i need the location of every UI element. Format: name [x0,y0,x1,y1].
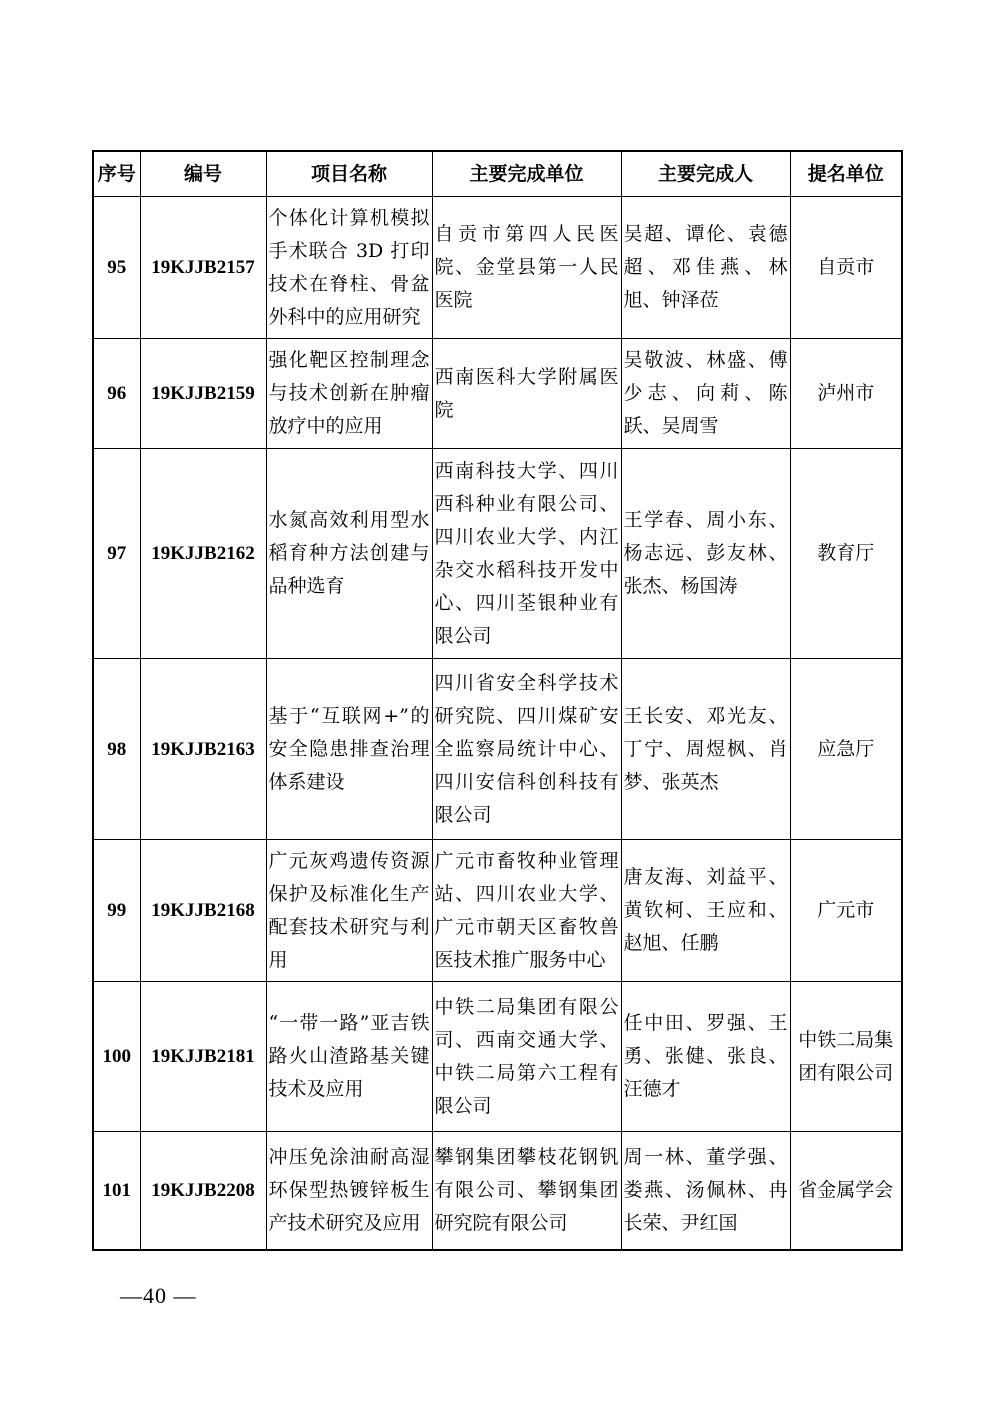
cell-nominator: 省金属学会 [790,1132,902,1250]
cell-main-unit: 西南医科大学附属医院 [432,339,621,449]
cell-code: 19KJJB2162 [140,449,266,659]
cell-main-people: 任中田、罗强、王勇、张健、张良、汪德才 [621,982,790,1132]
cell-main-people: 吴超、谭伦、袁德超、邓佳燕、林旭、钟泽莅 [621,197,790,339]
header-nominator: 提名单位 [790,151,902,197]
cell-seq: 96 [93,339,140,449]
cell-code: 19KJJB2163 [140,659,266,840]
cell-code: 19KJJB2208 [140,1132,266,1250]
cell-project-name: “一带一路”亚吉铁路火山渣路基关键技术及应用 [266,982,432,1132]
cell-seq: 100 [93,982,140,1132]
header-project-name: 项目名称 [266,151,432,197]
cell-project-name: 冲压免涂油耐高湿环保型热镀锌板生产技术研究及应用 [266,1132,432,1250]
cell-main-unit: 西南科技大学、四川西科种业有限公司、四川农业大学、内江杂交水稻科技开发中心、四川荃银种业有限公司 [432,449,621,659]
cell-project-name: 个体化计算机模拟手术联合 3D 打印技术在脊柱、骨盆外科中的应用研究 [266,197,432,339]
cell-main-unit: 自贡市第四人民医院、金堂县第一人民医院 [432,197,621,339]
cell-seq: 98 [93,659,140,840]
cell-nominator: 广元市 [790,840,902,982]
cell-main-unit: 中铁二局集团有限公司、西南交通大学、中铁二局第六工程有限公司 [432,982,621,1132]
header-main-unit: 主要完成单位 [432,151,621,197]
header-seq: 序号 [93,151,140,197]
cell-main-unit: 攀钢集团攀枝花钢钒有限公司、攀钢集团研究院有限公司 [432,1132,621,1250]
cell-project-name: 基于“互联网+”的安全隐患排查治理体系建设 [266,659,432,840]
cell-seq: 95 [93,197,140,339]
cell-code: 19KJJB2168 [140,840,266,982]
table-row [93,659,902,840]
table-row [93,982,902,1132]
cell-main-unit: 四川省安全科学技术研究院、四川煤矿安全监察局统计中心、四川安信科创科技有限公司 [432,659,621,840]
cell-main-people: 王学春、周小东、杨志远、彭友林、张杰、杨国涛 [621,449,790,659]
table-header-row [93,151,902,197]
table-row [93,197,902,339]
cell-nominator: 自贡市 [790,197,902,339]
cell-nominator: 应急厅 [790,659,902,840]
table-row [93,339,902,449]
header-main-people: 主要完成人 [621,151,790,197]
award-table [92,150,903,1251]
cell-nominator: 泸州市 [790,339,902,449]
cell-code: 19KJJB2159 [140,339,266,449]
cell-main-people: 吴敬波、林盛、傅少志、向莉、陈跃、吴周雪 [621,339,790,449]
header-code: 编号 [140,151,266,197]
cell-nominator: 中铁二局集团有限公司 [790,982,902,1132]
cell-project-name: 强化靶区控制理念与技术创新在肿瘤放疗中的应用 [266,339,432,449]
table-row [93,840,902,982]
cell-nominator: 教育厅 [790,449,902,659]
cell-seq: 101 [93,1132,140,1250]
cell-project-name: 水氮高效利用型水稻育种方法创建与品种选育 [266,449,432,659]
cell-main-people: 周一林、董学强、娄燕、汤佩林、冉长荣、尹红国 [621,1132,790,1250]
cell-main-people: 唐友海、刘益平、黄钦柯、王应和、赵旭、任鹏 [621,840,790,982]
cell-seq: 99 [93,840,140,982]
page-number: —40 — [120,1283,197,1308]
cell-code: 19KJJB2157 [140,197,266,339]
cell-main-unit: 广元市畜牧种业管理站、四川农业大学、广元市朝天区畜牧兽医技术推广服务中心 [432,840,621,982]
cell-seq: 97 [93,449,140,659]
cell-project-name: 广元灰鸡遗传资源保护及标准化生产配套技术研究与利用 [266,840,432,982]
cell-main-people: 王长安、邓光友、丁宁、周煜枫、肖梦、张英杰 [621,659,790,840]
table-row [93,1132,902,1250]
table-row [93,449,902,659]
cell-code: 19KJJB2181 [140,982,266,1132]
